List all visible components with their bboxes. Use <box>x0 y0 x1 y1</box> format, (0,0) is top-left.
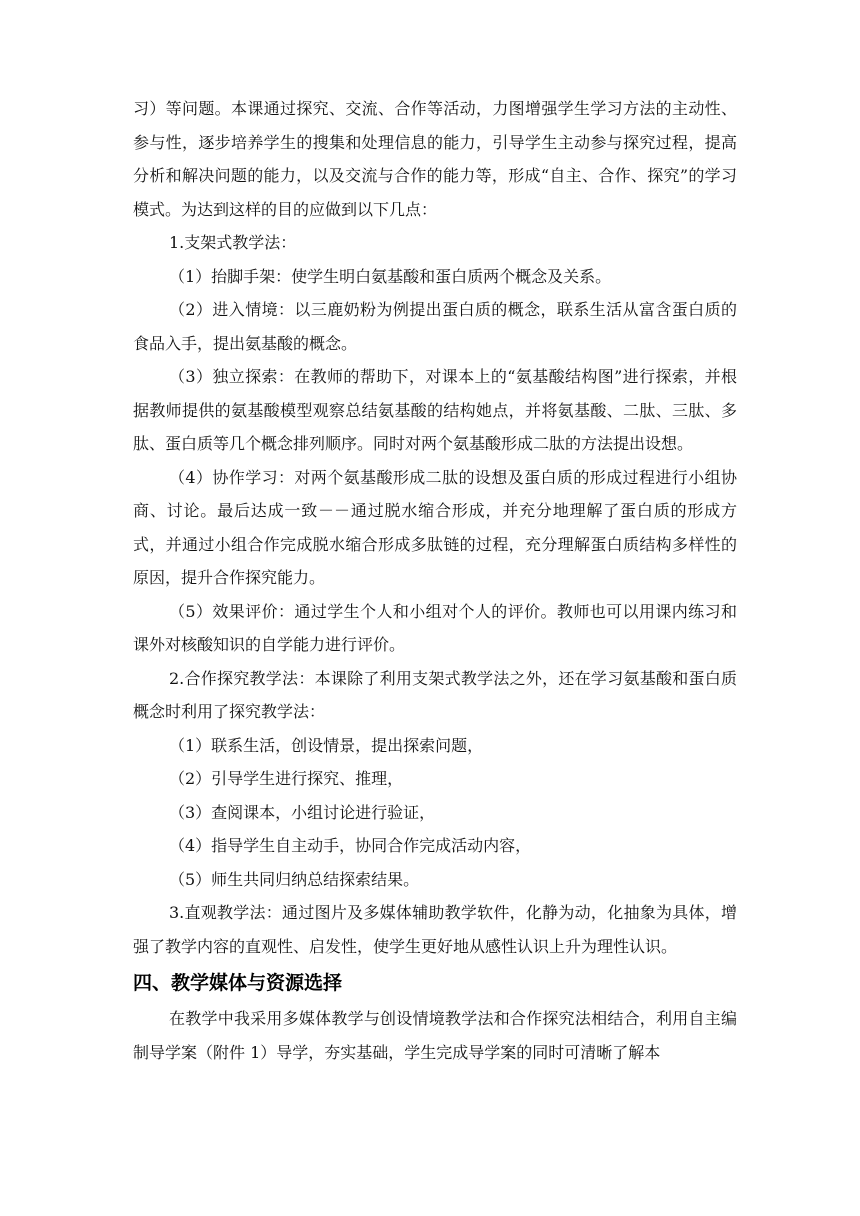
section-paragraph: 在教学中我采用多媒体教学与创设情境教学法和合作探究法相结合，利用自主编制导学案（附件 1）导学，夯实基础，学生完成导学案的同时可清晰了解本 <box>133 1009 737 1062</box>
section-heading: 四、教学媒体与资源选择 <box>133 972 343 994</box>
method-2-step-4: （4）指导学生自主动手，协同合作完成活动内容， <box>169 836 532 855</box>
method-1-step-3: （3）独立探索：在教师的帮助下，对课本上的“氨基酸结构图”进行探索，并根据教师提供的氨基酸模型观察总结氨基酸的结构她点，并将氨基酸、二肽、三肽、多肽、蛋白质等几个概念排列顺序。同时对两个氨基酸形成二肽的方法提出设想。 <box>133 367 737 453</box>
method-2-step-3: （3）查阅课本，小组讨论进行验证， <box>169 802 436 822</box>
method-2-step-1: （1）联系生活，创设情景，提出探索问题， <box>169 735 484 755</box>
document-body <box>133 92 737 1069</box>
method-2-step-5: （5）师生共同归纳总结探索结果。 <box>169 869 420 889</box>
method-2-title: 2.合作探究教学法：本课除了利用支架式教学法之外，还在学习氨基酸和蛋白质概念时利用了探究教学法： <box>133 668 737 721</box>
method-3-paragraph: 3.直观教学法：通过图片及多媒体辅助教学软件，化静为动，化抽象为具体，增强了教学内容的直观性、启发性，使学生更好地从感性认识上升为理性认识。 <box>133 903 737 956</box>
method-2-step-2: （2）引导学生进行探究、推理， <box>169 769 404 788</box>
method-1-step-5: （5）效果评价：通过学生个人和小组对个人的评价。教师也可以用课内练习和课外对核酸知识的自学能力进行评价。 <box>133 601 737 654</box>
method-1-step-4: （4）协作学习：对两个氨基酸形成二肽的设想及蛋白质的形成过程进行小组协商、讨论。最后达成一致－－通过脱水缩合形成，并充分地理解了蛋白质的形成方式，并通过小组合作完成脱水缩合形成多肽链的过程，充分理解蛋白质结构多样性的原因，提升合作探究能力。 <box>133 467 737 587</box>
method-1-step-2: （2）进入情境：以三鹿奶粉为例提出蛋白质的概念，联系生活从富含蛋白质的食品入手，提出氨基酸的概念。 <box>133 300 737 353</box>
paragraph-intro: 习）等问题。本课通过探究、交流、合作等活动，力图增强学生学习方法的主动性、参与性，逐步培养学生的搜集和处理信息的能力，引导学生主动参与探究过程，提高分析和解决问题的能力，以及交流与合作的能力等，形成“自主、合作、探究”的学习模式。为达到这样的目的应做到以下几点： <box>133 99 737 219</box>
method-1-title: 1.支架式教学法： <box>169 233 297 252</box>
method-1-step-1: （1）抬脚手架：使学生明白氨基酸和蛋白质两个概念及关系。 <box>169 266 612 286</box>
